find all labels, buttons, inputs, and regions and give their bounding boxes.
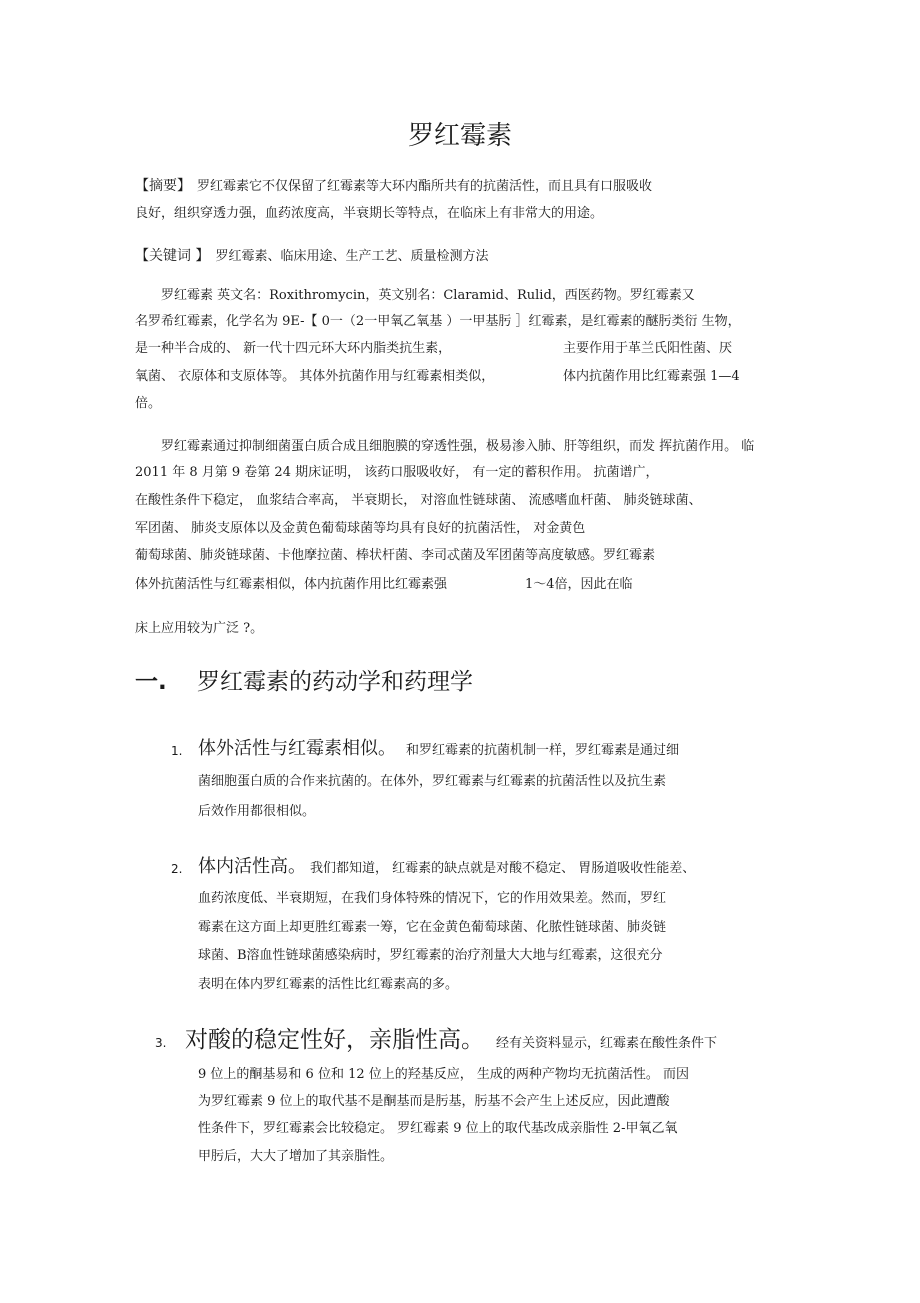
intro-line-2: 名罗希红霉素，化学名为 9E-【 0一（2一甲氧乙氧基 ）一甲基肟 ］红霉素，是红霉素的醚肟类衍 生物， [135,314,741,329]
para2-line-3: 在酸性条件下稳定， 血浆结合率高， 半衰期长， 对溶血性链球菌、 流感嗜血杆菌、 肺炎链球菌、 [135,493,702,508]
para2-line-7: 床上应用较为广泛 ?。 [135,621,264,636]
abstract-line-1 [135,177,652,196]
item-1-number: 1. [171,744,183,758]
item-1-text-1: 和罗红霉素的抗菌机制一样，罗红霉素是通过细 [406,743,680,758]
item-2-line-5: 表明在体内罗红霉素的活性比红霉素高的多。 [198,977,459,992]
item-3-first-line [185,1026,717,1058]
intro-line-3a: 是一种半合成的、 新一代十四元环大环内脂类抗生素， [135,341,452,356]
item-3-heading: 对酸的稳定性好，亲脂性高。 [185,1027,484,1053]
intro-line-5: 倍。 [135,396,162,411]
item-2-number: 2. [171,862,183,876]
abstract-line-2: 良好，组织穿透力强，血药浓度高，半衰期长等特点，在临床上有非常大的用途。 [135,206,604,221]
item-1-first-line [198,738,679,762]
para2-line-6b: 1～4倍，因此在临 [525,577,633,592]
item-1-line-3: 后效作用都很相似。 [198,804,316,819]
item-3-line-5: 甲肟后，大大了增加了其亲脂性。 [198,1149,394,1164]
keywords-text: 罗红霉素、临床用途、生产工艺、质量检测方法 [215,249,489,264]
item-3-line-2: 9 位上的酮基易和 6 位和 12 位上的羟基反应， 生成的两种产物均无抗菌活性。 而因 [198,1067,690,1082]
item-3-number: 3. [155,1036,167,1050]
abstract-text-1: 罗红霉素它不仅保留了红霉素等大环内酯所共有的抗菌活性，而且具有口服吸收 [197,179,653,194]
item-2-line-4: 球菌、B溶血性链球菌感染病时，罗红霉素的治疗剂量大大地与红霉素，这很充分 [198,948,663,963]
abstract-label: 【摘要】 [135,178,191,194]
para2-line-4: 军团菌、 肺炎支原体以及金黄色葡萄球菌等均具有良好的抗菌活性， 对金黄色 [135,521,586,536]
para2-line-5: 葡萄球菌、肺炎链球菌、卡他摩拉菌、棒状杆菌、李司忒菌及军团菌等高度敏感。罗红霉素 [135,548,656,563]
intro-line-4a: 氧菌、 衣原体和支原体等。 其体外抗菌作用与红霉素相类似， [135,369,495,384]
item-2-heading: 体内活性高。 [198,856,306,877]
intro-line-1: 罗红霉素 英文名：Roxithromycin，英文别名：Claramid、Rulid，西医药物。罗红霉素又 [161,288,695,303]
keywords-line [135,247,488,266]
item-1-heading: 体外活性与红霉素相似。 [198,738,396,759]
item-2-first-line [198,856,695,880]
item-3-text-1: 经有关资料显示，红霉素在酸性条件下 [496,1036,718,1051]
section-1-heading [135,666,473,698]
item-2-line-2: 血药浓度低、半衰期短，在我们身体特殊的情况下，它的作用效果差。然而，罗红 [198,891,667,906]
section-1-title: 罗红霉素的药动学和药理学 [197,669,473,695]
para2-line-2: 2011 年 8 月第 9 卷第 24 期床证明， 该药口服吸收好， 有一定的蓄积作用。 抗菌谱广， [135,465,659,480]
intro-line-3b: 主要作用于革兰氏阳性菌、厌 [563,341,733,356]
item-3-line-3: 为罗红霉素 9 位上的取代基不是酮基而是肟基，肟基不会产生上述反应，因此遭酸 [198,1094,670,1109]
intro-line-4b: 体内抗菌作用比红霉素强 1—4 [563,369,740,384]
para2-line-6a: 体外抗菌活性与红霉素相似，体内抗菌作用比红霉素强 [135,577,448,592]
section-1-number: 一. [135,669,167,695]
item-3-line-4: 性条件下，罗红霉素会比较稳定。 罗红霉素 9 位上的取代基改成亲脂性 2-甲氧乙氧 [198,1121,678,1136]
document-title: 罗红霉素 [407,121,512,151]
para2-line-1: 罗红霉素通过抑制细菌蛋白质合成且细胞膜的穿透性强，极易渗入肺、肝等组织，而发 挥抗菌作用。 临 [161,439,755,454]
keywords-label: 【关键词 】 [135,248,210,264]
item-2-line-3: 霉素在这方面上却更胜红霉素一筹，它在金黄色葡萄球菌、化脓性链球菌、肺炎链 [198,920,667,935]
item-1-line-2: 菌细胞蛋白质的合作来抗菌的。在体外，罗红霉素与红霉素的抗菌活性以及抗生素 [198,774,667,789]
item-2-text-1: 我们都知道， 红霉素的缺点就是对酸不稳定、 胃肠道吸收性能差、 [310,861,696,876]
